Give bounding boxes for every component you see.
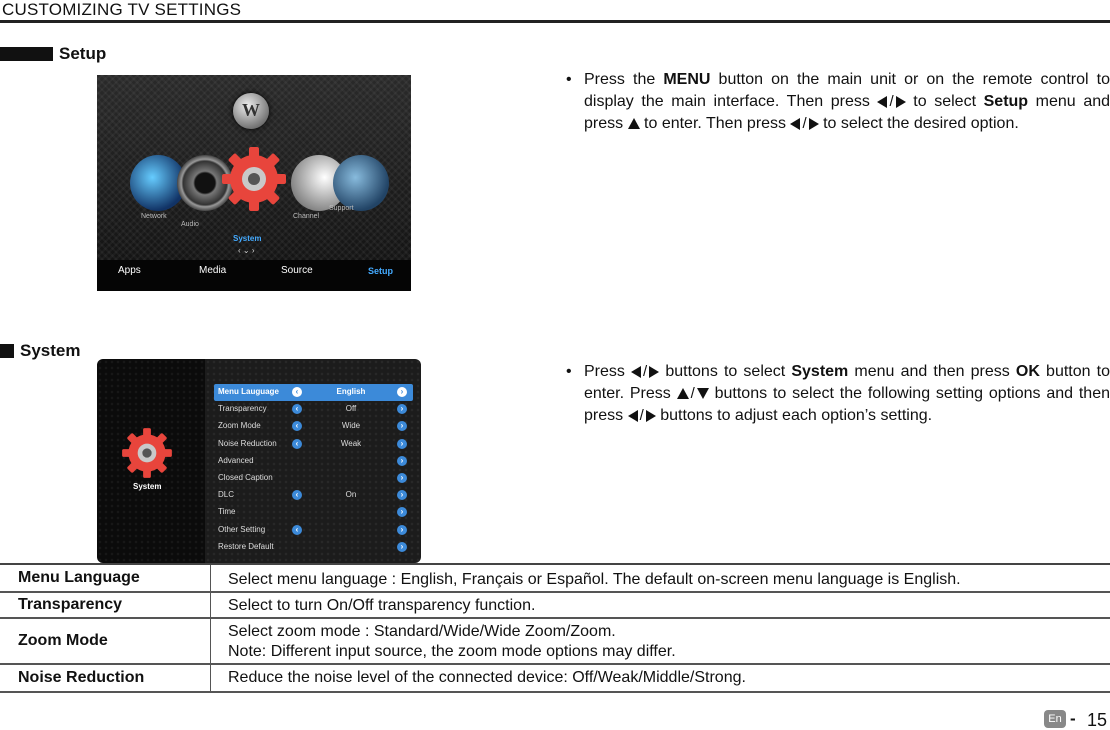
- text-run: buttons to select the following setting options and then press: [584, 385, 1110, 424]
- slash-separator: /: [802, 115, 807, 132]
- menu-row-value: Wide: [341, 421, 361, 431]
- text-run: Press the: [584, 71, 664, 88]
- setting-description: [211, 593, 1110, 617]
- description-line: Reduce the noise level of the connected device: Off/Weak/Middle/Strong.: [228, 669, 746, 686]
- menu-row-value: Off: [345, 404, 357, 414]
- page-dash: -: [1070, 709, 1076, 728]
- setup-heading: [0, 44, 106, 64]
- left-arrow-icon: [877, 96, 887, 108]
- menu-row-label: Restore Default: [218, 541, 274, 551]
- system-heading-label: System: [20, 341, 81, 360]
- text-run: to select the desired option.: [818, 115, 1019, 132]
- menu-row-label: Advanced: [218, 455, 254, 465]
- chevron-right-icon: ›: [397, 473, 407, 483]
- system-gear-icon: [218, 143, 290, 215]
- slash-separator: /: [690, 385, 695, 402]
- brand-logo: [233, 93, 269, 129]
- bullet-dot: •: [566, 71, 572, 88]
- support-label: Support: [329, 205, 354, 212]
- heading-bar: [0, 344, 14, 358]
- menu-row-label: Closed Caption: [218, 473, 273, 482]
- text-run: to select: [905, 93, 984, 110]
- chevron-right-icon: ›: [397, 456, 407, 466]
- left-arrow-icon: [790, 118, 800, 130]
- chevron-right-icon: ›: [397, 525, 407, 535]
- brand-logo-letter: W: [242, 100, 260, 120]
- language-badge: En: [1044, 710, 1066, 728]
- settings-table: [0, 563, 1110, 693]
- audio-label: Audio: [181, 221, 199, 228]
- menu-row: [214, 522, 413, 539]
- system-screenshot: [97, 359, 421, 563]
- system-instruction: [566, 361, 1110, 427]
- chevron-left-icon: ‹: [292, 490, 302, 500]
- chevron-right-icon: ›: [397, 542, 407, 552]
- up-arrow-icon: [628, 118, 640, 129]
- ok-word: OK: [1015, 363, 1040, 380]
- table-row: [0, 619, 1110, 665]
- chevron-right-icon: ›: [397, 404, 407, 414]
- setting-name: Menu Language: [0, 565, 211, 591]
- left-arrow-icon: [631, 366, 641, 378]
- chevron-left-icon: ‹: [292, 421, 302, 431]
- description-line: Select zoom mode : Standard/Wide/Wide Zoom/Zoom.: [228, 623, 616, 640]
- text-run: menu and then press: [848, 363, 1016, 380]
- chevron-right-icon: ›: [397, 439, 407, 449]
- table-row: [0, 565, 1110, 593]
- chevron-right-icon: ›: [397, 421, 407, 431]
- nav-setup: Setup: [368, 266, 394, 276]
- slash-separator: /: [643, 363, 648, 380]
- menu-key: MENU: [663, 71, 711, 88]
- system-word: System: [791, 363, 849, 380]
- menu-row-value: English: [336, 387, 366, 396]
- slash-separator: /: [639, 407, 644, 424]
- table-row: [0, 593, 1110, 619]
- setting-name: Transparency: [0, 593, 211, 617]
- right-arrow-icon: [809, 118, 819, 130]
- menu-row: [214, 487, 413, 504]
- menu-row-label: Time: [218, 507, 236, 517]
- menu-row: [214, 504, 413, 521]
- menu-row-label: Other Setting: [218, 524, 266, 534]
- network-label: Network: [141, 213, 167, 220]
- menu-row: [214, 401, 413, 418]
- setting-description: [211, 619, 1110, 663]
- setting-name: Zoom Mode: [0, 619, 211, 663]
- nav-source: Source: [281, 265, 313, 276]
- chevron-left-icon: ‹: [292, 404, 302, 414]
- menu-row-label: DLC: [218, 490, 235, 500]
- menu-row: [214, 384, 413, 401]
- selected-item-label: System: [233, 234, 262, 243]
- chevron-left-icon: ‹: [292, 387, 302, 397]
- menu-row-label: Menu Lauguage: [218, 387, 279, 396]
- setup-heading-label: Setup: [59, 44, 107, 63]
- chevron-left-icon: ‹: [292, 525, 302, 535]
- setting-description: [211, 665, 1110, 691]
- menu-row: [214, 470, 413, 487]
- setup-instruction: [566, 69, 1110, 135]
- setup-screenshot: [97, 75, 411, 291]
- carousel-arrows-icon: ‹ ⌄ ›: [238, 246, 255, 255]
- text-run: menu and press: [584, 93, 1110, 132]
- bottom-nav-bar: [97, 260, 411, 291]
- description-line: Select to turn On/Off transparency function.: [228, 597, 536, 614]
- text-run: to enter. Then press: [639, 115, 791, 132]
- right-arrow-icon: [646, 410, 656, 422]
- bullet-dot: •: [566, 363, 572, 380]
- menu-row: [214, 539, 413, 556]
- support-icon: [333, 155, 389, 211]
- text-run: button on the main unit or on the remote control to display the main interface. Then press: [584, 71, 1110, 110]
- table-row: [0, 665, 1110, 693]
- system-heading: [0, 341, 80, 361]
- text-run: buttons to adjust each option’s setting.: [655, 407, 933, 424]
- chevron-right-icon: ›: [397, 507, 407, 517]
- down-arrow-icon: [697, 388, 709, 399]
- nav-apps: Apps: [118, 265, 141, 276]
- page-number: 15: [1087, 710, 1108, 730]
- menu-row-value: On: [345, 490, 357, 500]
- slash-separator: /: [889, 93, 894, 110]
- description-line: Note: Different input source, the zoom mode options may differ.: [228, 643, 676, 660]
- menu-row: [214, 418, 413, 435]
- page-header-title: CUSTOMIZING TV SETTINGS: [2, 0, 242, 19]
- system-gear-icon: [119, 425, 175, 481]
- setting-description: [211, 565, 1110, 591]
- setting-name: Noise Reduction: [0, 665, 211, 691]
- menu-row: [214, 453, 413, 470]
- text-run: buttons to select: [659, 363, 792, 380]
- menu-row-value: Weak: [340, 438, 362, 448]
- left-arrow-icon: [628, 410, 638, 422]
- description-line: Select menu language : English, Français or Español. The default on-screen menu language is English.: [228, 571, 961, 588]
- right-arrow-icon: [649, 366, 659, 378]
- header-rule: [0, 20, 1110, 23]
- up-arrow-icon: [677, 388, 689, 399]
- text-run: button to enter. Press: [584, 363, 1110, 402]
- setup-word: Setup: [983, 93, 1029, 110]
- menu-row-label: Transparency: [218, 404, 267, 414]
- system-caption: System: [133, 482, 162, 491]
- chevron-right-icon: ›: [397, 490, 407, 500]
- heading-bar: [0, 47, 53, 61]
- menu-row: [214, 436, 413, 453]
- channel-label: Channel: [293, 213, 320, 220]
- chevron-left-icon: ‹: [292, 439, 302, 449]
- nav-media: Media: [199, 265, 227, 276]
- text-run: Press: [584, 363, 632, 380]
- chevron-right-icon: ›: [397, 387, 407, 397]
- menu-row-label: Noise Reduction: [218, 438, 277, 448]
- right-arrow-icon: [896, 96, 906, 108]
- menu-row-label: Zoom Mode: [218, 421, 261, 431]
